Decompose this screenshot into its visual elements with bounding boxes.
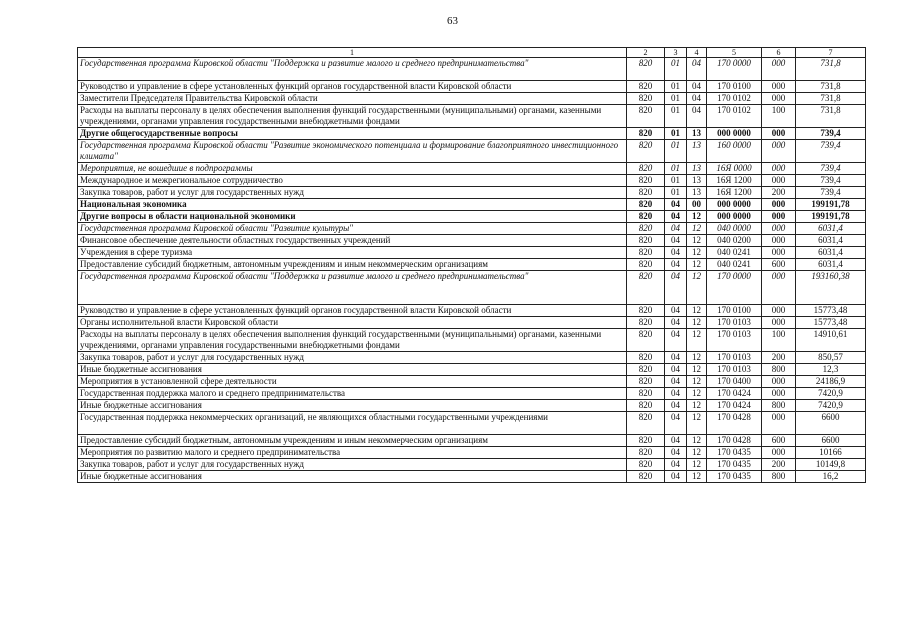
table-row	[78, 471, 866, 483]
row-section-cell: 04	[665, 317, 687, 329]
row-target-article-cell: 000 0000	[707, 199, 762, 211]
table-row	[78, 400, 866, 412]
table-row	[78, 128, 866, 140]
row-amount-cell: 10149,8	[796, 459, 866, 471]
row-section-cell: 04	[665, 259, 687, 271]
row-section-cell: 04	[665, 329, 687, 352]
row-code-cell: 820	[627, 376, 665, 388]
row-name-cell: Предоставление субсидий бюджетным, автономным учреждениям и иным некоммерческим организациям	[78, 259, 627, 271]
row-section-cell: 01	[665, 81, 687, 93]
header-col-4: 4	[687, 48, 707, 58]
row-name-cell: Иные бюджетные ассигнования	[78, 471, 627, 483]
row-subsection-cell: 12	[687, 388, 707, 400]
row-target-article-cell: 170 0435	[707, 459, 762, 471]
row-code-cell: 820	[627, 128, 665, 140]
row-target-article-cell: 170 0103	[707, 364, 762, 376]
row-amount-cell: 850,57	[796, 352, 866, 364]
row-subsection-cell: 12	[687, 223, 707, 235]
row-section-cell: 01	[665, 175, 687, 187]
row-section-cell: 04	[665, 435, 687, 447]
row-section-cell: 01	[665, 128, 687, 140]
row-target-article-cell: 170 0102	[707, 93, 762, 105]
row-expense-type-cell: 000	[762, 128, 796, 140]
row-name-cell: Закупка товаров, работ и услуг для государственных нужд	[78, 352, 627, 364]
row-section-cell: 04	[665, 271, 687, 305]
row-subsection-cell: 12	[687, 435, 707, 447]
row-code-cell: 820	[627, 223, 665, 235]
row-target-article-cell: 160 0000	[707, 140, 762, 163]
row-amount-cell: 731,8	[796, 93, 866, 105]
table-row	[78, 105, 866, 128]
row-amount-cell: 6600	[796, 435, 866, 447]
row-expense-type-cell: 600	[762, 435, 796, 447]
row-expense-type-cell: 000	[762, 305, 796, 317]
row-expense-type-cell: 100	[762, 105, 796, 128]
row-subsection-cell: 13	[687, 163, 707, 175]
table-row	[78, 140, 866, 163]
table-row	[78, 459, 866, 471]
page-number: 63	[447, 15, 458, 27]
row-name-cell: Иные бюджетные ассигнования	[78, 364, 627, 376]
row-target-article-cell: 170 0435	[707, 471, 762, 483]
row-code-cell: 820	[627, 163, 665, 175]
row-target-article-cell: 170 0424	[707, 400, 762, 412]
row-amount-cell: 7420,9	[796, 400, 866, 412]
row-section-cell: 04	[665, 388, 687, 400]
table-row	[78, 352, 866, 364]
row-expense-type-cell: 600	[762, 259, 796, 271]
row-subsection-cell: 12	[687, 352, 707, 364]
row-subsection-cell: 12	[687, 471, 707, 483]
row-subsection-cell: 04	[687, 81, 707, 93]
row-amount-cell: 6031,4	[796, 223, 866, 235]
row-section-cell: 04	[665, 211, 687, 223]
row-subsection-cell: 13	[687, 140, 707, 163]
row-section-cell: 01	[665, 140, 687, 163]
table-row	[78, 376, 866, 388]
header-col-5: 5	[707, 48, 762, 58]
row-subsection-cell: 12	[687, 235, 707, 247]
row-amount-cell: 6031,4	[796, 235, 866, 247]
row-expense-type-cell: 000	[762, 58, 796, 81]
row-code-cell: 820	[627, 364, 665, 376]
row-expense-type-cell: 000	[762, 81, 796, 93]
row-subsection-cell: 13	[687, 128, 707, 140]
budget-table	[77, 47, 866, 483]
row-section-cell: 04	[665, 247, 687, 259]
row-code-cell: 820	[627, 447, 665, 459]
row-code-cell: 820	[627, 93, 665, 105]
row-name-cell: Государственная поддержка малого и среднего предпринимательства	[78, 388, 627, 400]
row-subsection-cell: 12	[687, 259, 707, 271]
row-name-cell: Заместители Председателя Правительства Кировской области	[78, 93, 627, 105]
row-section-cell: 01	[665, 163, 687, 175]
row-amount-cell: 14910,61	[796, 329, 866, 352]
row-amount-cell: 6600	[796, 412, 866, 435]
row-name-cell: Международное и межрегиональное сотрудничество	[78, 175, 627, 187]
row-subsection-cell: 12	[687, 211, 707, 223]
row-amount-cell: 739,4	[796, 163, 866, 175]
row-expense-type-cell: 200	[762, 187, 796, 199]
row-target-article-cell: 170 0103	[707, 329, 762, 352]
row-code-cell: 820	[627, 435, 665, 447]
row-code-cell: 820	[627, 175, 665, 187]
row-subsection-cell: 12	[687, 317, 707, 329]
row-subsection-cell: 04	[687, 105, 707, 128]
row-expense-type-cell: 800	[762, 400, 796, 412]
row-target-article-cell: 16Я 0000	[707, 163, 762, 175]
table-row	[78, 329, 866, 352]
row-target-article-cell: 170 0400	[707, 376, 762, 388]
row-code-cell: 820	[627, 305, 665, 317]
table-row	[78, 58, 866, 81]
row-amount-cell: 731,8	[796, 58, 866, 81]
row-name-cell: Другие общегосударственные вопросы	[78, 128, 627, 140]
row-expense-type-cell: 000	[762, 412, 796, 435]
row-target-article-cell: 170 0100	[707, 81, 762, 93]
row-amount-cell: 12,3	[796, 364, 866, 376]
row-subsection-cell: 04	[687, 58, 707, 81]
row-name-cell: Органы исполнительной власти Кировской области	[78, 317, 627, 329]
row-expense-type-cell: 200	[762, 459, 796, 471]
row-amount-cell: 739,4	[796, 187, 866, 199]
row-target-article-cell: 170 0424	[707, 388, 762, 400]
row-section-cell: 01	[665, 58, 687, 81]
row-subsection-cell: 13	[687, 187, 707, 199]
table-header-row	[78, 48, 866, 58]
row-expense-type-cell: 000	[762, 447, 796, 459]
row-target-article-cell: 000 0000	[707, 211, 762, 223]
row-subsection-cell: 12	[687, 376, 707, 388]
row-name-cell: Государственная поддержка некоммерческих организаций, не являющихся областными государственными учреждениями	[78, 412, 627, 435]
row-name-cell: Государственная программа Кировской области "Развитие культуры"	[78, 223, 627, 235]
row-expense-type-cell: 100	[762, 329, 796, 352]
row-expense-type-cell: 000	[762, 211, 796, 223]
row-amount-cell: 731,8	[796, 81, 866, 93]
row-code-cell: 820	[627, 259, 665, 271]
table-row	[78, 259, 866, 271]
row-amount-cell: 731,8	[796, 105, 866, 128]
row-target-article-cell: 170 0103	[707, 317, 762, 329]
row-section-cell: 04	[665, 364, 687, 376]
row-code-cell: 820	[627, 459, 665, 471]
row-amount-cell: 6031,4	[796, 259, 866, 271]
row-code-cell: 820	[627, 247, 665, 259]
row-name-cell: Национальная экономика	[78, 199, 627, 211]
table-row	[78, 187, 866, 199]
row-name-cell: Закупка товаров, работ и услуг для государственных нужд	[78, 459, 627, 471]
header-col-6: 6	[762, 48, 796, 58]
row-amount-cell: 16,2	[796, 471, 866, 483]
row-amount-cell: 15773,48	[796, 317, 866, 329]
row-name-cell: Государственная программа Кировской области "Развитие экономического потенциала и формирование благоприятного инвестиционного климата"	[78, 140, 627, 163]
row-name-cell: Предоставление субсидий бюджетным, автономным учреждениям и иным некоммерческим организациям	[78, 435, 627, 447]
row-amount-cell: 7420,9	[796, 388, 866, 400]
row-expense-type-cell: 000	[762, 93, 796, 105]
row-amount-cell: 739,4	[796, 140, 866, 163]
row-name-cell: Расходы на выплаты персоналу в целях обеспечения выполнения функций государственными (муниципальными) органами, казенными учреждениями, органами управления государственными внебюджетными фондами	[78, 105, 627, 128]
table-row	[78, 447, 866, 459]
row-name-cell: Руководство и управление в сфере установленных функций органов государственной власти Кировской области	[78, 81, 627, 93]
table-row	[78, 271, 866, 305]
row-target-article-cell: 170 0428	[707, 412, 762, 435]
row-expense-type-cell: 000	[762, 388, 796, 400]
row-subsection-cell: 12	[687, 400, 707, 412]
row-target-article-cell: 170 0000	[707, 58, 762, 81]
row-expense-type-cell: 000	[762, 223, 796, 235]
row-code-cell: 820	[627, 400, 665, 412]
row-code-cell: 820	[627, 317, 665, 329]
row-code-cell: 820	[627, 271, 665, 305]
table-row	[78, 412, 866, 435]
row-subsection-cell: 13	[687, 175, 707, 187]
row-code-cell: 820	[627, 211, 665, 223]
row-target-article-cell: 170 0428	[707, 435, 762, 447]
row-amount-cell: 15773,48	[796, 305, 866, 317]
row-subsection-cell: 12	[687, 447, 707, 459]
row-target-article-cell: 040 0000	[707, 223, 762, 235]
row-target-article-cell: 170 0103	[707, 352, 762, 364]
row-expense-type-cell: 000	[762, 271, 796, 305]
header-col-7: 7	[796, 48, 866, 58]
row-expense-type-cell: 000	[762, 376, 796, 388]
row-expense-type-cell: 800	[762, 364, 796, 376]
row-name-cell: Иные бюджетные ассигнования	[78, 400, 627, 412]
row-section-cell: 01	[665, 93, 687, 105]
row-amount-cell: 193160,38	[796, 271, 866, 305]
row-subsection-cell: 12	[687, 247, 707, 259]
row-name-cell: Мероприятия, не вошедшие в подпрограммы	[78, 163, 627, 175]
table-row	[78, 163, 866, 175]
row-code-cell: 820	[627, 235, 665, 247]
row-subsection-cell: 00	[687, 199, 707, 211]
row-name-cell: Другие вопросы в области национальной экономики	[78, 211, 627, 223]
row-amount-cell: 6031,4	[796, 247, 866, 259]
table-row	[78, 317, 866, 329]
row-expense-type-cell: 200	[762, 352, 796, 364]
row-target-article-cell: 000 0000	[707, 128, 762, 140]
row-code-cell: 820	[627, 140, 665, 163]
row-code-cell: 820	[627, 105, 665, 128]
row-section-cell: 04	[665, 235, 687, 247]
row-section-cell: 04	[665, 459, 687, 471]
row-expense-type-cell: 000	[762, 175, 796, 187]
row-name-cell: Мероприятия в установленной сфере деятельности	[78, 376, 627, 388]
row-target-article-cell: 170 0000	[707, 271, 762, 305]
row-section-cell: 04	[665, 352, 687, 364]
row-target-article-cell: 16Я 1200	[707, 175, 762, 187]
row-target-article-cell: 040 0241	[707, 259, 762, 271]
table-row	[78, 388, 866, 400]
table-row	[78, 247, 866, 259]
row-expense-type-cell: 000	[762, 199, 796, 211]
row-section-cell: 04	[665, 471, 687, 483]
table-row	[78, 93, 866, 105]
row-target-article-cell: 16Я 1200	[707, 187, 762, 199]
row-name-cell: Финансовое обеспечение деятельности областных государственных учреждений	[78, 235, 627, 247]
table-row	[78, 435, 866, 447]
table-row	[78, 211, 866, 223]
row-section-cell: 04	[665, 199, 687, 211]
row-expense-type-cell: 800	[762, 471, 796, 483]
row-target-article-cell: 170 0100	[707, 305, 762, 317]
header-col-3: 3	[665, 48, 687, 58]
row-amount-cell: 199191,78	[796, 211, 866, 223]
row-name-cell: Закупка товаров, работ и услуг для государственных нужд	[78, 187, 627, 199]
table-row	[78, 364, 866, 376]
row-subsection-cell: 12	[687, 412, 707, 435]
row-section-cell: 04	[665, 376, 687, 388]
row-subsection-cell: 12	[687, 271, 707, 305]
row-subsection-cell: 12	[687, 329, 707, 352]
table-row	[78, 305, 866, 317]
table-row	[78, 81, 866, 93]
row-name-cell: Учреждения в сфере туризма	[78, 247, 627, 259]
row-section-cell: 04	[665, 400, 687, 412]
row-amount-cell: 739,4	[796, 175, 866, 187]
row-target-article-cell: 040 0200	[707, 235, 762, 247]
table-row	[78, 175, 866, 187]
row-amount-cell: 739,4	[796, 128, 866, 140]
row-subsection-cell: 12	[687, 305, 707, 317]
row-expense-type-cell: 000	[762, 317, 796, 329]
row-name-cell: Мероприятия по развитию малого и среднего предпринимательства	[78, 447, 627, 459]
row-section-cell: 04	[665, 223, 687, 235]
row-section-cell: 04	[665, 305, 687, 317]
row-code-cell: 820	[627, 81, 665, 93]
row-section-cell: 04	[665, 412, 687, 435]
row-section-cell: 01	[665, 105, 687, 128]
row-amount-cell: 24186,9	[796, 376, 866, 388]
row-code-cell: 820	[627, 412, 665, 435]
table-row	[78, 199, 866, 211]
row-code-cell: 820	[627, 199, 665, 211]
row-code-cell: 820	[627, 471, 665, 483]
row-name-cell: Государственная программа Кировской области "Поддержка и развитие малого и среднего предпринимательства"	[78, 271, 627, 305]
header-col-1: 1	[78, 48, 627, 58]
row-name-cell: Государственная программа Кировской области "Поддержка и развитие малого и среднего предпринимательства"	[78, 58, 627, 81]
row-target-article-cell: 170 0435	[707, 447, 762, 459]
row-section-cell: 01	[665, 187, 687, 199]
row-name-cell: Расходы на выплаты персоналу в целях обеспечения выполнения функций государственными (муниципальными) органами, казенными учреждениями, органами управления государственными внебюджетными фондами	[78, 329, 627, 352]
table-row	[78, 235, 866, 247]
row-code-cell: 820	[627, 352, 665, 364]
row-subsection-cell: 12	[687, 459, 707, 471]
row-code-cell: 820	[627, 388, 665, 400]
row-code-cell: 820	[627, 329, 665, 352]
row-section-cell: 04	[665, 447, 687, 459]
header-col-2: 2	[627, 48, 665, 58]
row-code-cell: 820	[627, 58, 665, 81]
row-target-article-cell: 170 0102	[707, 105, 762, 128]
table-row	[78, 223, 866, 235]
row-target-article-cell: 040 0241	[707, 247, 762, 259]
row-expense-type-cell: 000	[762, 163, 796, 175]
row-amount-cell: 199191,78	[796, 199, 866, 211]
row-name-cell: Руководство и управление в сфере установленных функций органов государственной власти Кировской области	[78, 305, 627, 317]
row-subsection-cell: 12	[687, 364, 707, 376]
row-expense-type-cell: 000	[762, 140, 796, 163]
row-code-cell: 820	[627, 187, 665, 199]
row-expense-type-cell: 000	[762, 235, 796, 247]
row-subsection-cell: 04	[687, 93, 707, 105]
row-expense-type-cell: 000	[762, 247, 796, 259]
row-amount-cell: 10166	[796, 447, 866, 459]
